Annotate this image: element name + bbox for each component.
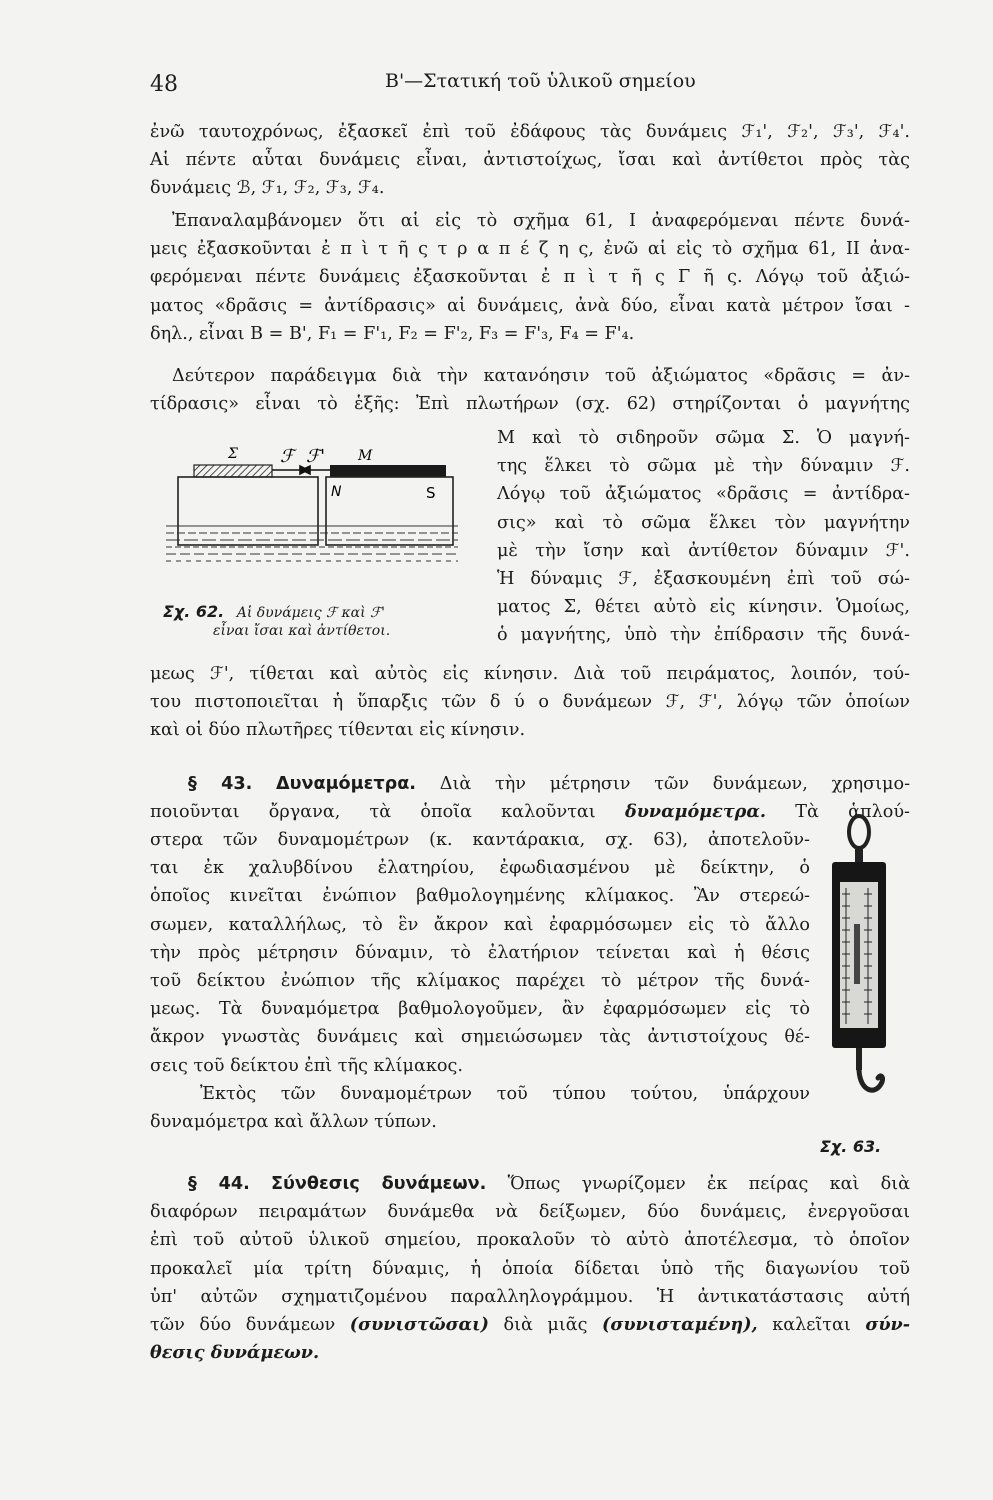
section-44-title: Σύνθεσις δυνάμεων. [271,1174,487,1194]
scale-top-ring [849,816,869,848]
text-line: ὁποῖος κινεῖται ἐνώπιον βαθμολογημένης κλίμακος. Ἂν στερεώ- [150,886,810,907]
text-line: σις» καὶ τὸ σῶμα ἕλκει τὸν μαγνήτην [497,512,910,533]
iron-body [194,465,272,477]
figure-62-label: Σχ. 62. [163,602,225,621]
text-line: ὑπ' αὐτῶν σχηματιζομένου παραλληλογράμμου. Ἡ ἀντικατάστασις αὐτή [150,1286,910,1307]
text-line: τοῦ δείκτου ἐνώπιον τῆς κλίμακος παρέχει τὸ μέτρον τῆς δυνά- [150,971,810,992]
term-synistameni: (συνισταμένη), [602,1314,758,1336]
section-44 [150,1170,910,1367]
term-synistosai: (συνιστῶσαι) [349,1314,489,1336]
text-line: σεις τοῦ δείκτου ἐπὶ τῆς κλίμακος. [150,1055,463,1076]
running-header: Β'—Στατική τοῦ ὑλικοῦ σημείου [385,70,696,92]
text-line [150,798,910,826]
label-sigma: Σ [228,446,238,462]
water-surface [166,526,458,561]
text-line: Αἱ πέντε αὗται δυνάμεις εἶναι, ἀντιστοίχως, ἴσαι καὶ ἀντίθετοι πρὸς τὰς [150,150,910,171]
text-fragment: Τὰ ἁπλού- [795,802,910,823]
text-fragment: ποιοῦνται ὄργανα, τὰ ὁποῖα καλοῦνται [150,802,596,823]
section-43-title: Δυναμόμετρα. [276,774,416,794]
text-line: Ἡ δύναμις ℱ, ἐξασκουμένη ἐπὶ τοῦ σώ- [497,569,910,590]
label-magnet: Μ [358,448,373,464]
text-fragment: διὰ μιᾶς [503,1315,588,1336]
section-43-number: § 43. [188,774,253,794]
text-line: μὲ τὴν ἴσην καὶ ἀντίθετον δύναμιν ℱ'. [497,540,910,561]
text-line: τὴν πρὸς μέτρησιν δύναμιν, τὸ ἐλατήριον τείνεται καὶ ἡ θέσις [150,942,810,963]
text-line [150,770,910,798]
label-force-f-prime: ℱ' [306,446,326,467]
text-line: διαφόρων πειραμάτων δυνάμεθα νὰ δείξωμεν, δύο δυνάμεις, ἐνεργοῦσαι [150,1202,910,1223]
text-line: Μ καὶ τὸ σιδηροῦν σῶμα Σ. Ὁ μαγνή- [497,428,910,448]
text-line: Ἐπαναλαμβάνομεν ὅτι αἱ εἰς τὸ σχῆμα 61, Ι ἀναφερόμεναι πέντε δυνά- [172,211,910,231]
text-line [150,1339,910,1367]
label-force-f: ℱ [280,446,295,467]
example-paragraph [150,362,910,418]
text-line: καὶ οἱ δύο πλωτῆρες τίθενται εἰς κίνησιν. [150,720,526,741]
text-line: Ἐκτὸς τῶν δυναμομέτρων τοῦ τύπου τούτου, ὑπάρχουν [200,1083,810,1104]
label-pole-s: S [426,484,436,502]
section-44-number: § 44. [188,1174,250,1194]
text-line: του πιστοποιεῖται ἡ ὕπαρξις τῶν δ ύ ο δυνάμεων ℱ, ℱ', λόγῳ τῶν ὁποίων [150,692,910,713]
figure-62-caption-line-1: Αἱ δυνάμεις ℱ καὶ ℱ' [236,605,385,621]
intro-paragraph [150,118,910,203]
text-line: μεως ℱ', τίθεται καὶ αὐτὸς εἰς κίνησιν. Διὰ τοῦ πειράματος, λοιπόν, τού- [150,664,910,684]
scale-hook-stem [856,1048,862,1070]
text-line: δυνάμεις ℬ, ℱ₁, ℱ₂, ℱ₃, ℱ₄. [150,178,385,199]
text-line: φερόμεναι πέντε δυνάμεις ἐξασκοῦνται ἐ π ὶ τ ῆ ς Γ ῆ ς. Λόγῳ τοῦ ἀξιώ- [150,267,910,288]
scale-neck [855,848,863,862]
text-line: Δεύτερον παράδειγμα διὰ τὴν κατανόησιν τοῦ ἀξιώματος «δρᾶσις = ἀν- [172,366,910,386]
section-43-first-line: Διὰ τὴν μέτρησιν τῶν δυνάμεων, χρησιμο- [439,774,911,794]
repeat-paragraph [150,207,910,348]
text-line: δηλ., εἶναι B = B', F₁ = F'₁, F₂ = F'₂, F₃ = F'₃, F₄ = F'₄. [150,323,635,344]
term-dynamometra: δυναμόμετρα. [624,801,767,823]
figure-63-label: Σχ. 63. [820,1137,882,1156]
text-line: δυναμόμετρα καὶ ἄλλων τύπων. [150,1112,437,1133]
left-float [178,477,318,545]
term-synthesis-part2: θεσις δυνάμεων. [150,1342,320,1364]
text-line: προκαλεῖ μία τρίτη δύναμις, ἡ ὁποία δίδεται ὑπὸ τῆς διαγωνίου τοῦ [150,1258,910,1279]
figure-62-caption-line-2: εἶναι ἴσαι καὶ ἀντίθετοι. [213,623,391,639]
term-synthesis-part1: σύν- [865,1314,911,1336]
scale-pointer [854,924,860,984]
force-arrow-f-prime [302,466,330,474]
text-line: της ἕλκει τὸ σῶμα μὲ τὴν δύναμιν ℱ. [497,456,910,477]
figure-62-floats-diagram [160,448,460,578]
text-line: ματος Σ, θέτει αὐτὸ εἰς κίνησιν. Ὁμοίως, [497,597,910,618]
text-fragment: τῶν δύο δυνάμεων [150,1315,336,1336]
text-line: ἐνῶ ταυτοχρόνως, ἐξασκεῖ ἐπὶ τοῦ ἐδάφους τὰς δυνάμεις ℱ₁', ℱ₂', ℱ₃', ℱ₄'. [150,122,910,142]
text-line: σωμεν, καταλλήλως, τὸ ἓν ἄκρον καὶ ἐφαρμόσωμεν εἰς τὸ ἄλλο [150,914,810,935]
example-paragraph-right-column [497,424,910,650]
text-line: ται ἐκ χαλυβδίνου ἐλατηρίου, ἐφωδιασμένου μὲ δείκτην, ὁ [150,858,810,879]
magnet [330,465,446,477]
label-pole-n: Ν [331,484,342,500]
figure-63-caption [820,1138,881,1157]
text-line [150,1170,910,1198]
text-line: ὁ μαγνήτης, ὑπὸ τὴν ἐπίδρασιν τῆς δυνά- [497,625,910,646]
figure-62-caption [163,603,390,640]
section-43-body [150,826,810,1136]
text-line: μεως. Τὰ δυναμόμετρα βαθμολογοῦμεν, ἂν ἐφαρμόσωμεν εἰς τὸ [150,999,810,1020]
text-fragment: καλεῖται [772,1315,851,1336]
page-number: 48 [150,72,178,97]
text-line: ἄκρον γνωστὰς δυνάμεις καὶ σημειώσωμεν τὰς ἀντιστοίχους θέ- [150,1027,810,1048]
example-paragraph-continued [150,660,910,745]
text-line [150,1311,910,1339]
text-line: μεις ἐξασκοῦνται ἐ π ὶ τ ῆ ς τ ρ α π έ ζ η ς, ἐνῶ αἱ εἰς τὸ σχῆμα 61, ΙΙ ἀνα- [150,239,910,260]
text-line: τίδρασις» εἶναι τὸ ἑξῆς: Ἐπὶ πλωτήρων (σχ. 62) στηρίζονται ὁ μαγνήτης [150,394,910,415]
scale-hook [859,1070,883,1090]
text-line: στερα τῶν δυναμομέτρων (κ. καντάρακια, σχ. 63), ἀποτελοῦν- [150,830,810,850]
text-line: ματος «δρᾶσις = ἀντίδρασις» αἱ δυνάμεις, ἀνὰ δύο, εἶναι κατὰ μέτρον ἴσαι - [150,295,910,316]
section-43-heading-line [150,770,910,826]
section-44-first-line: Ὅπως γνωρίζομεν ἐκ πείρας καὶ διὰ [507,1174,911,1194]
figure-63-spring-scale [822,812,902,1102]
text-line: Λόγῳ τοῦ ἀξιώματος «δρᾶσις = ἀντίδρα- [497,484,910,505]
text-line: ἐπὶ τοῦ αὐτοῦ ὑλικοῦ σημείου, προκαλοῦν τὸ αὐτὸ ἀποτέλεσμα, τὸ ὁποῖον [150,1230,910,1251]
